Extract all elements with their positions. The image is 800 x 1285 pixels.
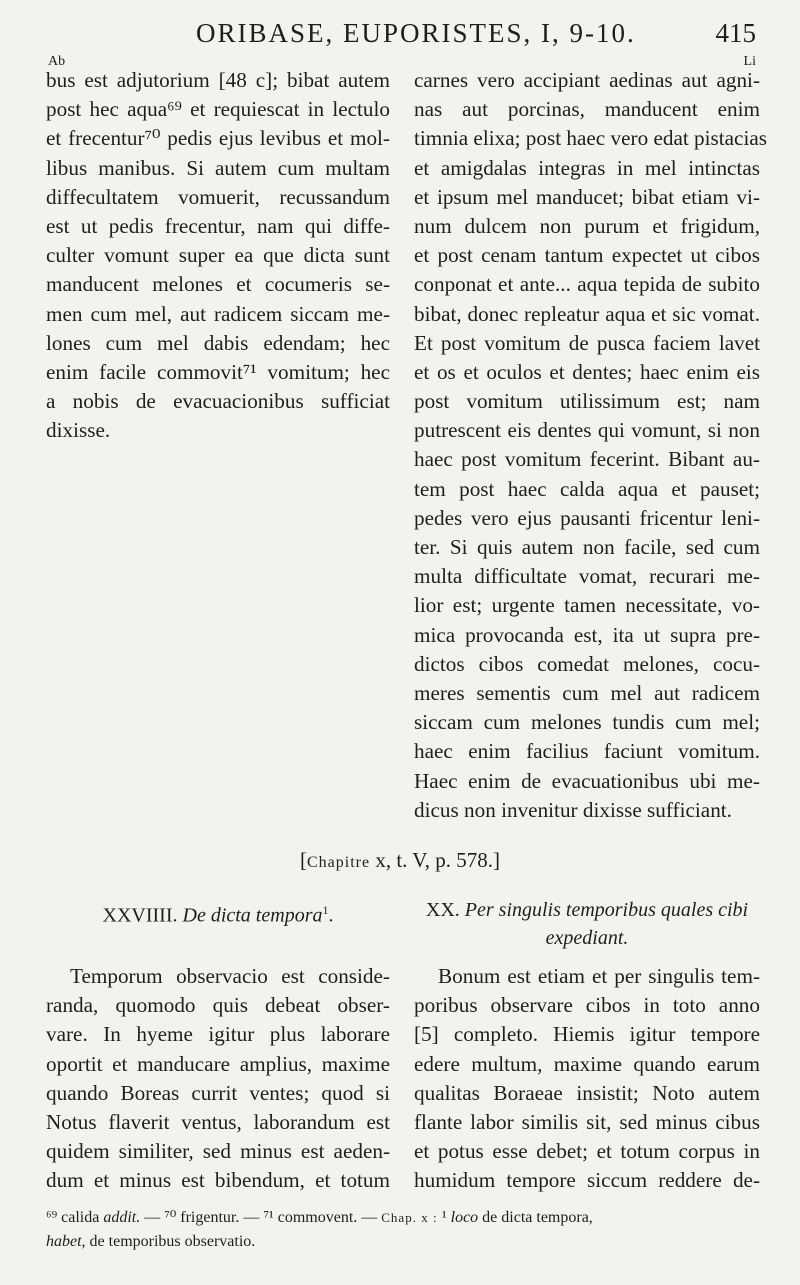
text-line: mica provocanda est, ita ut supra pre-: [414, 622, 760, 647]
footnotes: [46, 1206, 760, 1254]
text-line: Temporum observacio est conside-: [70, 964, 390, 988]
text-line: tem post haec calda aqua et pauset;: [414, 476, 760, 501]
footnote-italic: addit.: [103, 1209, 141, 1226]
text-line: et frecentur⁷⁰ pedis ejus levibus et mol-: [46, 126, 390, 151]
footnote-line-1: [46, 1206, 760, 1230]
text-line: ter. Si quis autem non facile, sed cum: [414, 535, 760, 559]
text-line: post hec aqua⁶⁹ et requiescat in lectulo: [46, 97, 390, 122]
text-line: dum et minus est bibendum, et totum: [46, 1168, 390, 1193]
text-line: flante labor similis sit, sed minus cibus: [414, 1109, 760, 1134]
text-line: bibat, donec repleatur aqua et sic vomat.: [414, 301, 760, 326]
text-line: carnes vero accipiant aedinas aut agni-: [414, 68, 760, 92]
text-line: et post cenam tantum expectet ut cibos: [414, 243, 760, 268]
footnote-italic: habet: [46, 1233, 82, 1250]
left-section-heading: [46, 896, 390, 930]
heading-title-line1: Per singulis temporibus quales cibi: [464, 899, 749, 921]
text-line: poribus observare cibos in toto anno: [414, 993, 760, 1018]
text-line: meres sementis cum mel aut radicem: [414, 680, 760, 705]
margin-siglum-right: Li: [743, 54, 756, 69]
right-section-heading: [414, 896, 760, 952]
footnote-separator: —: [140, 1209, 165, 1226]
text-line: Notus flaverit ventus, laborandum est: [46, 1109, 390, 1134]
text-line: post vomitum utilissimum est; nam: [414, 389, 760, 414]
heading-end: .: [328, 904, 334, 927]
text-line: lones cum mel dabis edendam; hec: [46, 330, 390, 355]
footnote-text: , de temporibus observatio.: [81, 1233, 256, 1250]
left-column-bottom: [46, 962, 390, 1196]
text-line: Bonum est etiam et per singulis tem-: [438, 964, 760, 988]
text-line: randa, quomodo quis debeat obser-: [46, 993, 390, 1018]
heading-title-line2: expediant.: [545, 927, 629, 949]
text-line: vare. In hyeme igitur plus laborare: [46, 1022, 390, 1047]
text-line: edere multum, maxime quando earum: [414, 1051, 760, 1076]
text-line: siccam cum melones tundis cum mel;: [414, 710, 760, 735]
chapter-reference: [0, 848, 800, 873]
chapter-ref-open: [: [299, 848, 307, 872]
running-head: [0, 18, 800, 58]
text-line: et amigdalas integras in mel intinctas: [414, 155, 760, 180]
text-line: timnia elixa; post haec vero edat pistacias: [414, 126, 767, 151]
page-number: 415: [715, 18, 756, 48]
text-line: et ipsum mel manducet; bibat etiam vi-: [414, 184, 760, 209]
text-line: et potus esse debet; et totum corpus in: [414, 1139, 760, 1164]
text-line: libus manibus. Si autem cum multam: [46, 155, 390, 180]
text-line: bus est adjutorium [48 c]; bibat autem: [46, 68, 390, 92]
text-line: dixisse.: [46, 418, 111, 443]
text-line: putrescent eis dentes qui vomunt, si non: [414, 418, 760, 443]
footnote-italic: loco: [446, 1209, 479, 1226]
text-line: quidem similiter, sed minus est aeden-: [46, 1139, 390, 1164]
text-line: nas aut porcinas, manducent enim: [414, 97, 760, 122]
text-line: [5] completo. Hiemis igitur tempore: [414, 1022, 760, 1047]
heading-note-mark: 1: [322, 903, 329, 917]
text-line: manducent melones et cocumeris se-: [46, 272, 390, 297]
footnote-text: commovent. —: [273, 1209, 382, 1226]
text-line: oportit et manducare amplius, maxime: [46, 1051, 390, 1076]
footnote-line-2: [46, 1230, 760, 1254]
footnote-mark: ¹: [441, 1209, 447, 1226]
chapter-ref-smallcaps: Chapitre: [306, 854, 371, 871]
text-line: Et post vomitum de pusca faciem lavet: [414, 330, 760, 355]
margin-siglum-left: Ab: [48, 54, 66, 69]
heading-numeral: XX.: [425, 899, 465, 921]
text-line: conponat et ante... aqua tepida de subito: [414, 272, 760, 297]
running-head-title: ORIBASE, EUPORISTES, I, 9-10.: [196, 18, 636, 48]
text-line: num dulcem non purum et frigidum,: [414, 213, 760, 238]
footnote-mark: ⁷¹: [263, 1209, 274, 1226]
text-line: haec enim facilius faciunt vomitum.: [414, 739, 760, 764]
text-line: dicus non invenitur dixisse sufficiant.: [414, 797, 732, 822]
text-line: est ut pedis frecentur, nam qui diffe-: [46, 213, 390, 238]
text-line: a nobis de evacuacionibus sufficiat: [46, 389, 390, 414]
text-line: et os et oculos et dentes; haec enim eis: [414, 359, 760, 384]
right-column-top: [414, 66, 767, 825]
text-line: Haec enim de evacuationibus ubi me-: [414, 768, 760, 793]
footnote-chapter-label: Chap. x :: [381, 1210, 442, 1225]
right-column-bottom: [414, 962, 760, 1196]
text-line: dictos cibos comedat melones, cocu-: [414, 651, 760, 676]
footnote-mark: ⁶⁹: [46, 1209, 58, 1226]
text-line: diffecultatem vomuerit, recussandum: [46, 184, 390, 209]
text-line: humidum tempore siccum reddere de-: [414, 1168, 760, 1193]
text-line: lior est; urgente tamen necessitate, vo-: [414, 593, 760, 618]
text-line: qualitas Boraeae insistit; Noto autem: [414, 1080, 760, 1105]
text-line: enim facile commovit⁷¹ vomitum; hec: [46, 359, 390, 384]
footnote-text: de dicta tempora,: [478, 1209, 593, 1226]
text-line: quando Boreas currit ventes; quod si: [46, 1080, 390, 1105]
chapter-ref-rest: x, t. V, p. 578.]: [370, 848, 500, 872]
text-line: culter vomunt super ea que dicta sunt: [46, 243, 390, 268]
text-line: multa difficultate vomat, recurari me-: [414, 564, 760, 589]
text-line: men cum mel, aut radicem siccam me-: [46, 301, 390, 326]
heading-numeral: XXVIIII.: [102, 904, 183, 927]
footnote-text: calida: [57, 1209, 104, 1226]
footnote-text: frigentur. —: [176, 1209, 264, 1226]
left-column-top: [46, 66, 390, 445]
text-line: pedes vero ejus pausanti fricentur leni-: [414, 505, 760, 530]
text-line: haec post vomitum fecerint. Bibant au-: [414, 447, 760, 472]
heading-title: De dicta tempora: [182, 904, 323, 927]
footnote-mark: ⁷⁰: [164, 1209, 177, 1226]
